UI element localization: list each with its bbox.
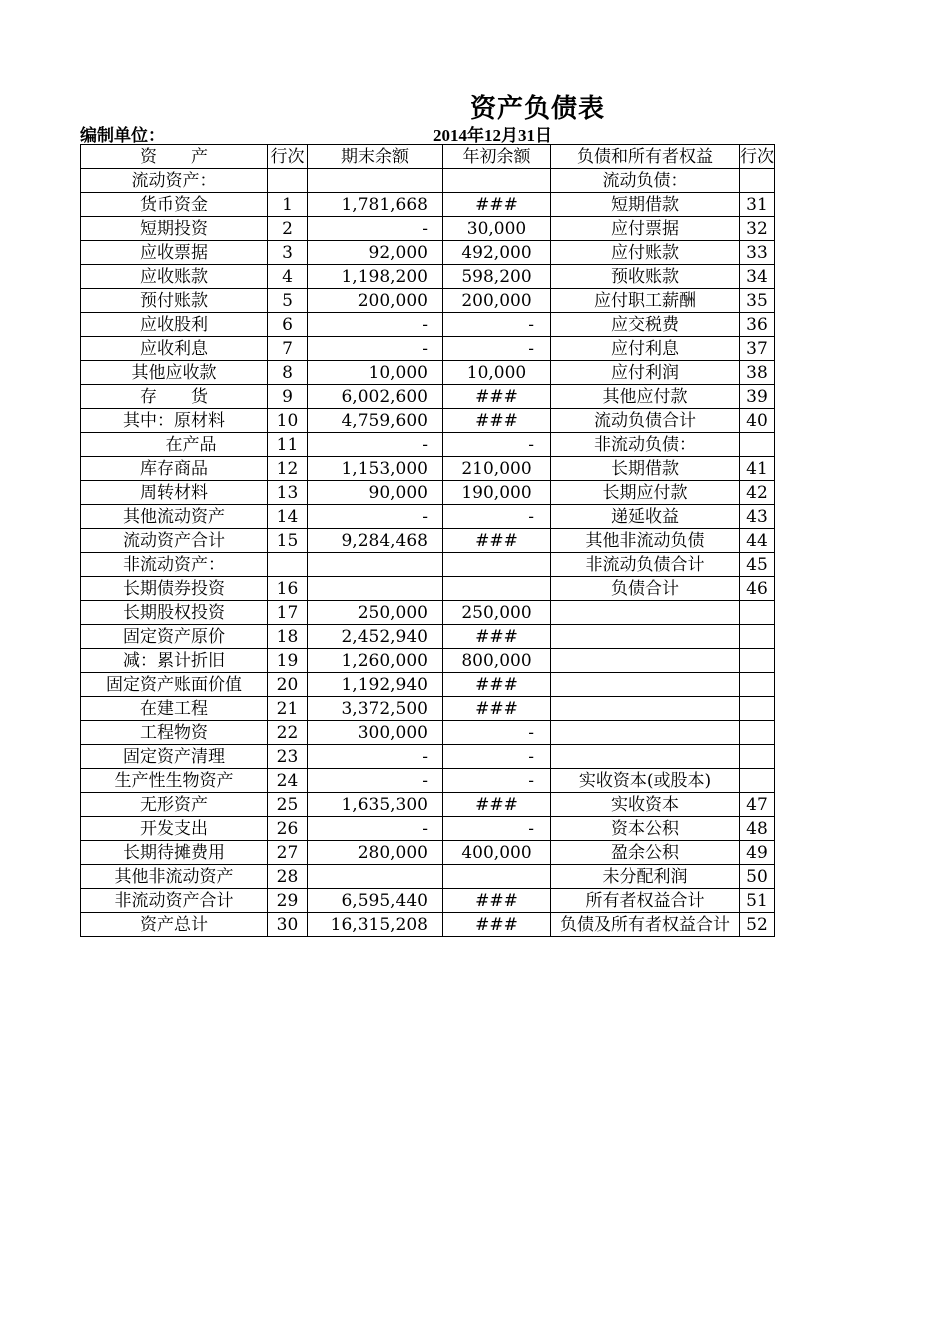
liability-name-cell: 非流动负债合计 [551, 553, 740, 577]
end-balance-cell: 1,781,668 [308, 193, 443, 217]
asset-row-no-cell: 21 [268, 697, 308, 721]
end-balance-cell: 250,000 [308, 601, 443, 625]
liability-name-cell: 应付利息 [551, 337, 740, 361]
begin-balance-cell [443, 865, 551, 889]
end-balance-cell [308, 865, 443, 889]
asset-row-no-cell: 8 [268, 361, 308, 385]
end-balance-cell: 280,000 [308, 841, 443, 865]
asset-row-no-cell: 7 [268, 337, 308, 361]
table-row [81, 577, 775, 601]
liability-row-no-cell: 32 [740, 217, 775, 241]
begin-balance-cell: - [443, 745, 551, 769]
asset-name-cell: 应收利息 [81, 337, 268, 361]
liability-row-no-cell [740, 745, 775, 769]
liability-name-cell: 未分配利润 [551, 865, 740, 889]
asset-name-cell: 非流动资产合计 [81, 889, 268, 913]
liability-row-no-cell: 46 [740, 577, 775, 601]
header-end-balance: 期末余额 [308, 145, 443, 169]
header-row [81, 145, 775, 169]
liability-row-no-cell: 47 [740, 793, 775, 817]
liability-row-no-cell: 40 [740, 409, 775, 433]
begin-balance-cell: ### [443, 409, 551, 433]
asset-row-no-cell [268, 553, 308, 577]
end-balance-cell: - [308, 433, 443, 457]
asset-name-cell: 非流动资产： [81, 553, 268, 577]
liability-name-cell [551, 601, 740, 625]
table-row [81, 409, 775, 433]
table-row [81, 553, 775, 577]
asset-name-cell: 应收票据 [81, 241, 268, 265]
asset-row-no-cell: 20 [268, 673, 308, 697]
table-row [81, 193, 775, 217]
table-row [81, 217, 775, 241]
asset-name-cell: 固定资产账面价值 [81, 673, 268, 697]
liability-row-no-cell: 49 [740, 841, 775, 865]
asset-name-cell: 其他应收款 [81, 361, 268, 385]
asset-row-no-cell: 19 [268, 649, 308, 673]
asset-name-cell: 货币资金 [81, 193, 268, 217]
asset-row-no-cell: 28 [268, 865, 308, 889]
table-row [81, 601, 775, 625]
unit-label: 编制单位： [80, 126, 165, 146]
liability-name-cell: 预收账款 [551, 265, 740, 289]
asset-row-no-cell: 18 [268, 625, 308, 649]
liability-row-no-cell [740, 625, 775, 649]
table-row [81, 649, 775, 673]
end-balance-cell: - [308, 745, 443, 769]
liability-name-cell: 长期借款 [551, 457, 740, 481]
end-balance-cell: 1,192,940 [308, 673, 443, 697]
table-row [81, 265, 775, 289]
liability-row-no-cell: 52 [740, 913, 775, 937]
liability-name-cell: 所有者权益合计 [551, 889, 740, 913]
table-row [81, 241, 775, 265]
end-balance-cell [308, 553, 443, 577]
asset-row-no-cell: 24 [268, 769, 308, 793]
end-balance-cell: - [308, 769, 443, 793]
asset-row-no-cell: 10 [268, 409, 308, 433]
liability-name-cell: 应付利润 [551, 361, 740, 385]
liability-name-cell: 盈余公积 [551, 841, 740, 865]
asset-name-cell: 流动资产： [81, 169, 268, 193]
liability-name-cell: 资本公积 [551, 817, 740, 841]
liability-row-no-cell [740, 697, 775, 721]
liability-name-cell: 实收资本(或股本) [551, 769, 740, 793]
table-row [81, 913, 775, 937]
table-row [81, 673, 775, 697]
asset-row-no-cell: 3 [268, 241, 308, 265]
table-row [81, 481, 775, 505]
asset-name-cell: 资产总计 [81, 913, 268, 937]
end-balance-cell: 92,000 [308, 241, 443, 265]
end-balance-cell: 10,000 [308, 361, 443, 385]
asset-row-no-cell: 11 [268, 433, 308, 457]
end-balance-cell: 16,315,208 [308, 913, 443, 937]
table-row [81, 529, 775, 553]
asset-row-no-cell: 5 [268, 289, 308, 313]
end-balance-cell [308, 169, 443, 193]
begin-balance-cell: 492,000 [443, 241, 551, 265]
end-balance-cell: 3,372,500 [308, 697, 443, 721]
liability-row-no-cell: 41 [740, 457, 775, 481]
asset-name-cell: 其他流动资产 [81, 505, 268, 529]
begin-balance-cell: 30,000 [443, 217, 551, 241]
liability-name-cell: 递延收益 [551, 505, 740, 529]
liability-row-no-cell: 38 [740, 361, 775, 385]
liability-name-cell: 实收资本 [551, 793, 740, 817]
asset-row-no-cell: 29 [268, 889, 308, 913]
header-row-no-right: 行次 [740, 146, 774, 167]
table-row [81, 361, 775, 385]
begin-balance-cell: ### [443, 793, 551, 817]
liability-row-no-cell: 51 [740, 889, 775, 913]
table-row [81, 841, 775, 865]
liability-name-cell: 应交税费 [551, 313, 740, 337]
table-row [81, 721, 775, 745]
header-row-no: 行次 [268, 145, 308, 169]
asset-row-no-cell: 30 [268, 913, 308, 937]
liability-name-cell [551, 625, 740, 649]
asset-name-cell: 生产性生物资产 [81, 769, 268, 793]
end-balance-cell: 1,260,000 [308, 649, 443, 673]
liability-name-cell: 流动负债合计 [551, 409, 740, 433]
asset-row-no-cell: 26 [268, 817, 308, 841]
asset-row-no-cell: 4 [268, 265, 308, 289]
asset-name-cell: 周转材料 [81, 481, 268, 505]
asset-row-no-cell [268, 169, 308, 193]
begin-balance-cell: - [443, 505, 551, 529]
begin-balance-cell: ### [443, 529, 551, 553]
liability-row-no-cell: 33 [740, 241, 775, 265]
asset-name-cell: 无形资产 [81, 793, 268, 817]
header-liabilities-equity: 负债和所有者权益 [551, 145, 740, 169]
liability-row-no-cell: 44 [740, 529, 775, 553]
liability-name-cell: 其他非流动负债 [551, 529, 740, 553]
liability-row-no-cell: 48 [740, 817, 775, 841]
end-balance-cell: - [308, 313, 443, 337]
asset-row-no-cell: 25 [268, 793, 308, 817]
liability-name-cell: 应付职工薪酬 [551, 289, 740, 313]
asset-name-cell: 存 货 [81, 385, 268, 409]
end-balance-cell: 2,452,940 [308, 625, 443, 649]
begin-balance-cell: ### [443, 193, 551, 217]
table-row [81, 169, 775, 193]
asset-name-cell: 库存商品 [81, 457, 268, 481]
table-row [81, 745, 775, 769]
liability-row-no-cell: 43 [740, 505, 775, 529]
liability-row-no-cell [740, 601, 775, 625]
asset-name-cell: 预付账款 [81, 289, 268, 313]
asset-name-cell: 其他非流动资产 [81, 865, 268, 889]
end-balance-cell: 9,284,468 [308, 529, 443, 553]
asset-row-no-cell: 1 [268, 193, 308, 217]
liability-row-no-cell: 36 [740, 313, 775, 337]
liability-row-no-cell [740, 769, 775, 793]
begin-balance-cell: 800,000 [443, 649, 551, 673]
begin-balance-cell: - [443, 313, 551, 337]
begin-balance-cell: ### [443, 697, 551, 721]
liability-name-cell [551, 673, 740, 697]
liability-row-no-cell: 35 [740, 289, 775, 313]
header-begin-balance: 年初余额 [443, 145, 551, 169]
end-balance-cell: - [308, 817, 443, 841]
liability-name-cell [551, 649, 740, 673]
asset-name-cell: 工程物资 [81, 721, 268, 745]
asset-name-cell: 短期投资 [81, 217, 268, 241]
asset-row-no-cell: 12 [268, 457, 308, 481]
asset-row-no-cell: 2 [268, 217, 308, 241]
asset-name-cell: 流动资产合计 [81, 529, 268, 553]
asset-row-no-cell: 17 [268, 601, 308, 625]
asset-name-cell: 在建工程 [81, 697, 268, 721]
liability-row-no-cell: 31 [740, 193, 775, 217]
asset-row-no-cell: 23 [268, 745, 308, 769]
begin-balance-cell: 250,000 [443, 601, 551, 625]
page-title: 资产负债表 [470, 94, 606, 124]
asset-row-no-cell: 27 [268, 841, 308, 865]
liability-row-no-cell [740, 649, 775, 673]
end-balance-cell: 1,198,200 [308, 265, 443, 289]
liability-name-cell: 负债及所有者权益合计 [551, 913, 740, 937]
begin-balance-cell: 200,000 [443, 289, 551, 313]
begin-balance-cell: - [443, 721, 551, 745]
table-row [81, 697, 775, 721]
asset-row-no-cell: 13 [268, 481, 308, 505]
liability-row-no-cell: 37 [740, 337, 775, 361]
asset-row-no-cell: 16 [268, 577, 308, 601]
table-row [81, 313, 775, 337]
table-row [81, 337, 775, 361]
liability-row-no-cell [740, 433, 775, 457]
liability-name-cell: 短期借款 [551, 193, 740, 217]
end-balance-cell: 200,000 [308, 289, 443, 313]
liability-name-cell: 其他应付款 [551, 385, 740, 409]
begin-balance-cell: ### [443, 913, 551, 937]
liability-row-no-cell [740, 721, 775, 745]
end-balance-cell: - [308, 337, 443, 361]
end-balance-cell: 6,595,440 [308, 889, 443, 913]
asset-name-cell: 其中：原材料 [81, 409, 268, 433]
end-balance-cell [308, 577, 443, 601]
asset-row-no-cell: 15 [268, 529, 308, 553]
end-balance-cell: 6,002,600 [308, 385, 443, 409]
end-balance-cell: - [308, 505, 443, 529]
begin-balance-cell: 210,000 [443, 457, 551, 481]
liability-name-cell: 应付票据 [551, 217, 740, 241]
liability-name-cell: 非流动负债： [551, 433, 740, 457]
table-row [81, 385, 775, 409]
liability-name-cell [551, 745, 740, 769]
begin-balance-cell: ### [443, 385, 551, 409]
begin-balance-cell: ### [443, 673, 551, 697]
asset-name-cell: 减：累计折旧 [81, 649, 268, 673]
begin-balance-cell: 400,000 [443, 841, 551, 865]
begin-balance-cell: - [443, 433, 551, 457]
liability-name-cell: 负债合计 [551, 577, 740, 601]
asset-name-cell: 长期债券投资 [81, 577, 268, 601]
liability-row-no-cell: 34 [740, 265, 775, 289]
end-balance-cell: 4,759,600 [308, 409, 443, 433]
liability-row-no-cell [740, 169, 775, 193]
begin-balance-cell: ### [443, 625, 551, 649]
balance-sheet-table [80, 144, 775, 937]
liability-name-cell: 流动负债： [551, 169, 740, 193]
end-balance-cell: 300,000 [308, 721, 443, 745]
begin-balance-cell: - [443, 337, 551, 361]
report-date: 2014年12月31日 [433, 126, 552, 145]
liability-name-cell [551, 697, 740, 721]
asset-name-cell: 固定资产清理 [81, 745, 268, 769]
asset-name-cell: 应收股利 [81, 313, 268, 337]
begin-balance-cell [443, 553, 551, 577]
begin-balance-cell [443, 169, 551, 193]
end-balance-cell: 1,153,000 [308, 457, 443, 481]
table-row [81, 769, 775, 793]
asset-row-no-cell: 22 [268, 721, 308, 745]
table-row [81, 817, 775, 841]
begin-balance-cell: 10,000 [443, 361, 551, 385]
begin-balance-cell [443, 577, 551, 601]
liability-name-cell: 应付账款 [551, 241, 740, 265]
table-row [81, 793, 775, 817]
begin-balance-cell: 190,000 [443, 481, 551, 505]
liability-name-cell [551, 721, 740, 745]
header-assets: 资 产 [81, 145, 268, 169]
begin-balance-cell: 598,200 [443, 265, 551, 289]
liability-row-no-cell: 50 [740, 865, 775, 889]
table-row [81, 889, 775, 913]
table-row [81, 289, 775, 313]
asset-name-cell: 应收账款 [81, 265, 268, 289]
asset-name-cell: 开发支出 [81, 817, 268, 841]
begin-balance-cell: - [443, 817, 551, 841]
asset-name-cell: 固定资产原价 [81, 625, 268, 649]
liability-row-no-cell: 45 [740, 553, 775, 577]
begin-balance-cell: ### [443, 889, 551, 913]
table-row [81, 865, 775, 889]
table-row [81, 433, 775, 457]
liability-row-no-cell: 39 [740, 385, 775, 409]
liability-row-no-cell [740, 673, 775, 697]
table-row [81, 505, 775, 529]
asset-name-cell: 长期股权投资 [81, 601, 268, 625]
begin-balance-cell: - [443, 769, 551, 793]
asset-row-no-cell: 14 [268, 505, 308, 529]
end-balance-cell: 90,000 [308, 481, 443, 505]
asset-row-no-cell: 6 [268, 313, 308, 337]
liability-row-no-cell: 42 [740, 481, 775, 505]
table-row [81, 457, 775, 481]
liability-name-cell: 长期应付款 [551, 481, 740, 505]
end-balance-cell: - [308, 217, 443, 241]
table-row [81, 625, 775, 649]
asset-name-cell: 长期待摊费用 [81, 841, 268, 865]
end-balance-cell: 1,635,300 [308, 793, 443, 817]
asset-name-cell: 在产品 [81, 433, 268, 457]
asset-row-no-cell: 9 [268, 385, 308, 409]
